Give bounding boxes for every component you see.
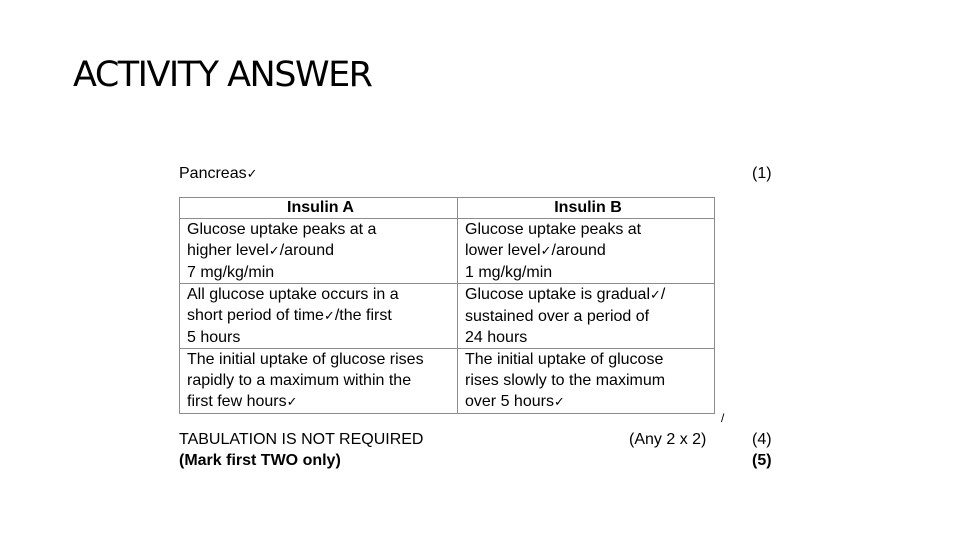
cell-text: The initial uptake of glucose <box>465 351 664 368</box>
cell-text-continued: /around <box>279 242 334 259</box>
cell-text: The initial uptake of glucose rises <box>187 351 424 368</box>
cell-line <box>465 391 711 413</box>
table-row <box>180 219 715 284</box>
answer-table <box>179 197 715 414</box>
stray-mark: / <box>721 411 725 425</box>
slide-title: ACTIVITY ANSWER <box>73 55 372 95</box>
tick-icon: ✓ <box>286 395 298 410</box>
cell-line <box>465 349 711 370</box>
cell-text: Glucose uptake peaks at <box>465 221 642 238</box>
table-cell-insulin-a <box>180 284 458 349</box>
first-answer <box>179 164 258 184</box>
cell-text-continued: /the first <box>334 307 392 324</box>
table-row <box>180 284 715 349</box>
cell-line <box>465 306 711 327</box>
cell-line <box>187 284 454 305</box>
cell-line <box>465 262 711 283</box>
cell-text: 7 mg/kg/min <box>187 264 275 281</box>
cell-line <box>187 327 454 348</box>
cell-line <box>187 262 454 283</box>
tick-icon: ✓ <box>553 395 565 410</box>
tick-icon: ✓ <box>323 309 335 324</box>
table-cell-insulin-a <box>180 349 458 414</box>
cell-text: Glucose uptake peaks at a <box>187 221 377 238</box>
cell-line <box>187 219 454 240</box>
first-answer-text: Pancreas <box>179 165 247 182</box>
column-header-insulin-b: Insulin B <box>458 198 715 219</box>
cell-line <box>187 240 454 262</box>
cell-line <box>465 219 711 240</box>
cell-text: short period of time <box>187 307 324 324</box>
mark-1: (1) <box>752 165 772 182</box>
cell-line <box>187 305 454 327</box>
table-cell-insulin-a <box>180 219 458 284</box>
cell-text: All glucose uptake occurs in a <box>187 286 399 303</box>
table-row <box>180 349 715 414</box>
cell-line <box>187 349 454 370</box>
cell-text: sustained over a period of <box>465 308 650 325</box>
cell-text: first few hours <box>187 393 287 410</box>
cell-text: 24 hours <box>465 329 528 346</box>
tick-icon: ✓ <box>650 288 661 303</box>
cell-line <box>465 370 711 391</box>
column-header-insulin-a: Insulin A <box>180 198 458 219</box>
cell-line <box>465 240 711 262</box>
first-two-note: (Mark first TWO only) <box>179 452 341 469</box>
mark-4: (4) <box>752 431 772 448</box>
table-header-row <box>180 198 715 219</box>
cell-text: rises slowly to the maximum <box>465 372 666 389</box>
tick-icon: ✓ <box>540 244 552 259</box>
tabulation-note: TABULATION IS NOT REQUIRED <box>179 431 424 448</box>
table-cell-insulin-b <box>458 349 715 414</box>
cell-text: 1 mg/kg/min <box>465 264 553 281</box>
cell-text: over 5 hours <box>465 393 554 410</box>
mark-5: (5) <box>752 452 772 469</box>
cell-text: lower level <box>465 242 541 259</box>
cell-text: Glucose uptake is gradual <box>465 286 650 303</box>
tick-icon: ✓ <box>268 244 280 259</box>
cell-text-continued: /around <box>551 242 606 259</box>
table-cell-insulin-b <box>458 284 715 349</box>
cell-line <box>465 284 711 306</box>
cell-line <box>187 370 454 391</box>
cell-line <box>187 391 454 413</box>
cell-text-continued: / <box>660 286 666 303</box>
cell-text: higher level <box>187 242 269 259</box>
table-cell-insulin-b <box>458 219 715 284</box>
cell-line <box>465 327 711 348</box>
cell-text: rapidly to a maximum within the <box>187 372 412 389</box>
cell-text: 5 hours <box>187 329 241 346</box>
any-note: (Any 2 x 2) <box>629 431 707 448</box>
tick-icon: ✓ <box>246 167 258 182</box>
